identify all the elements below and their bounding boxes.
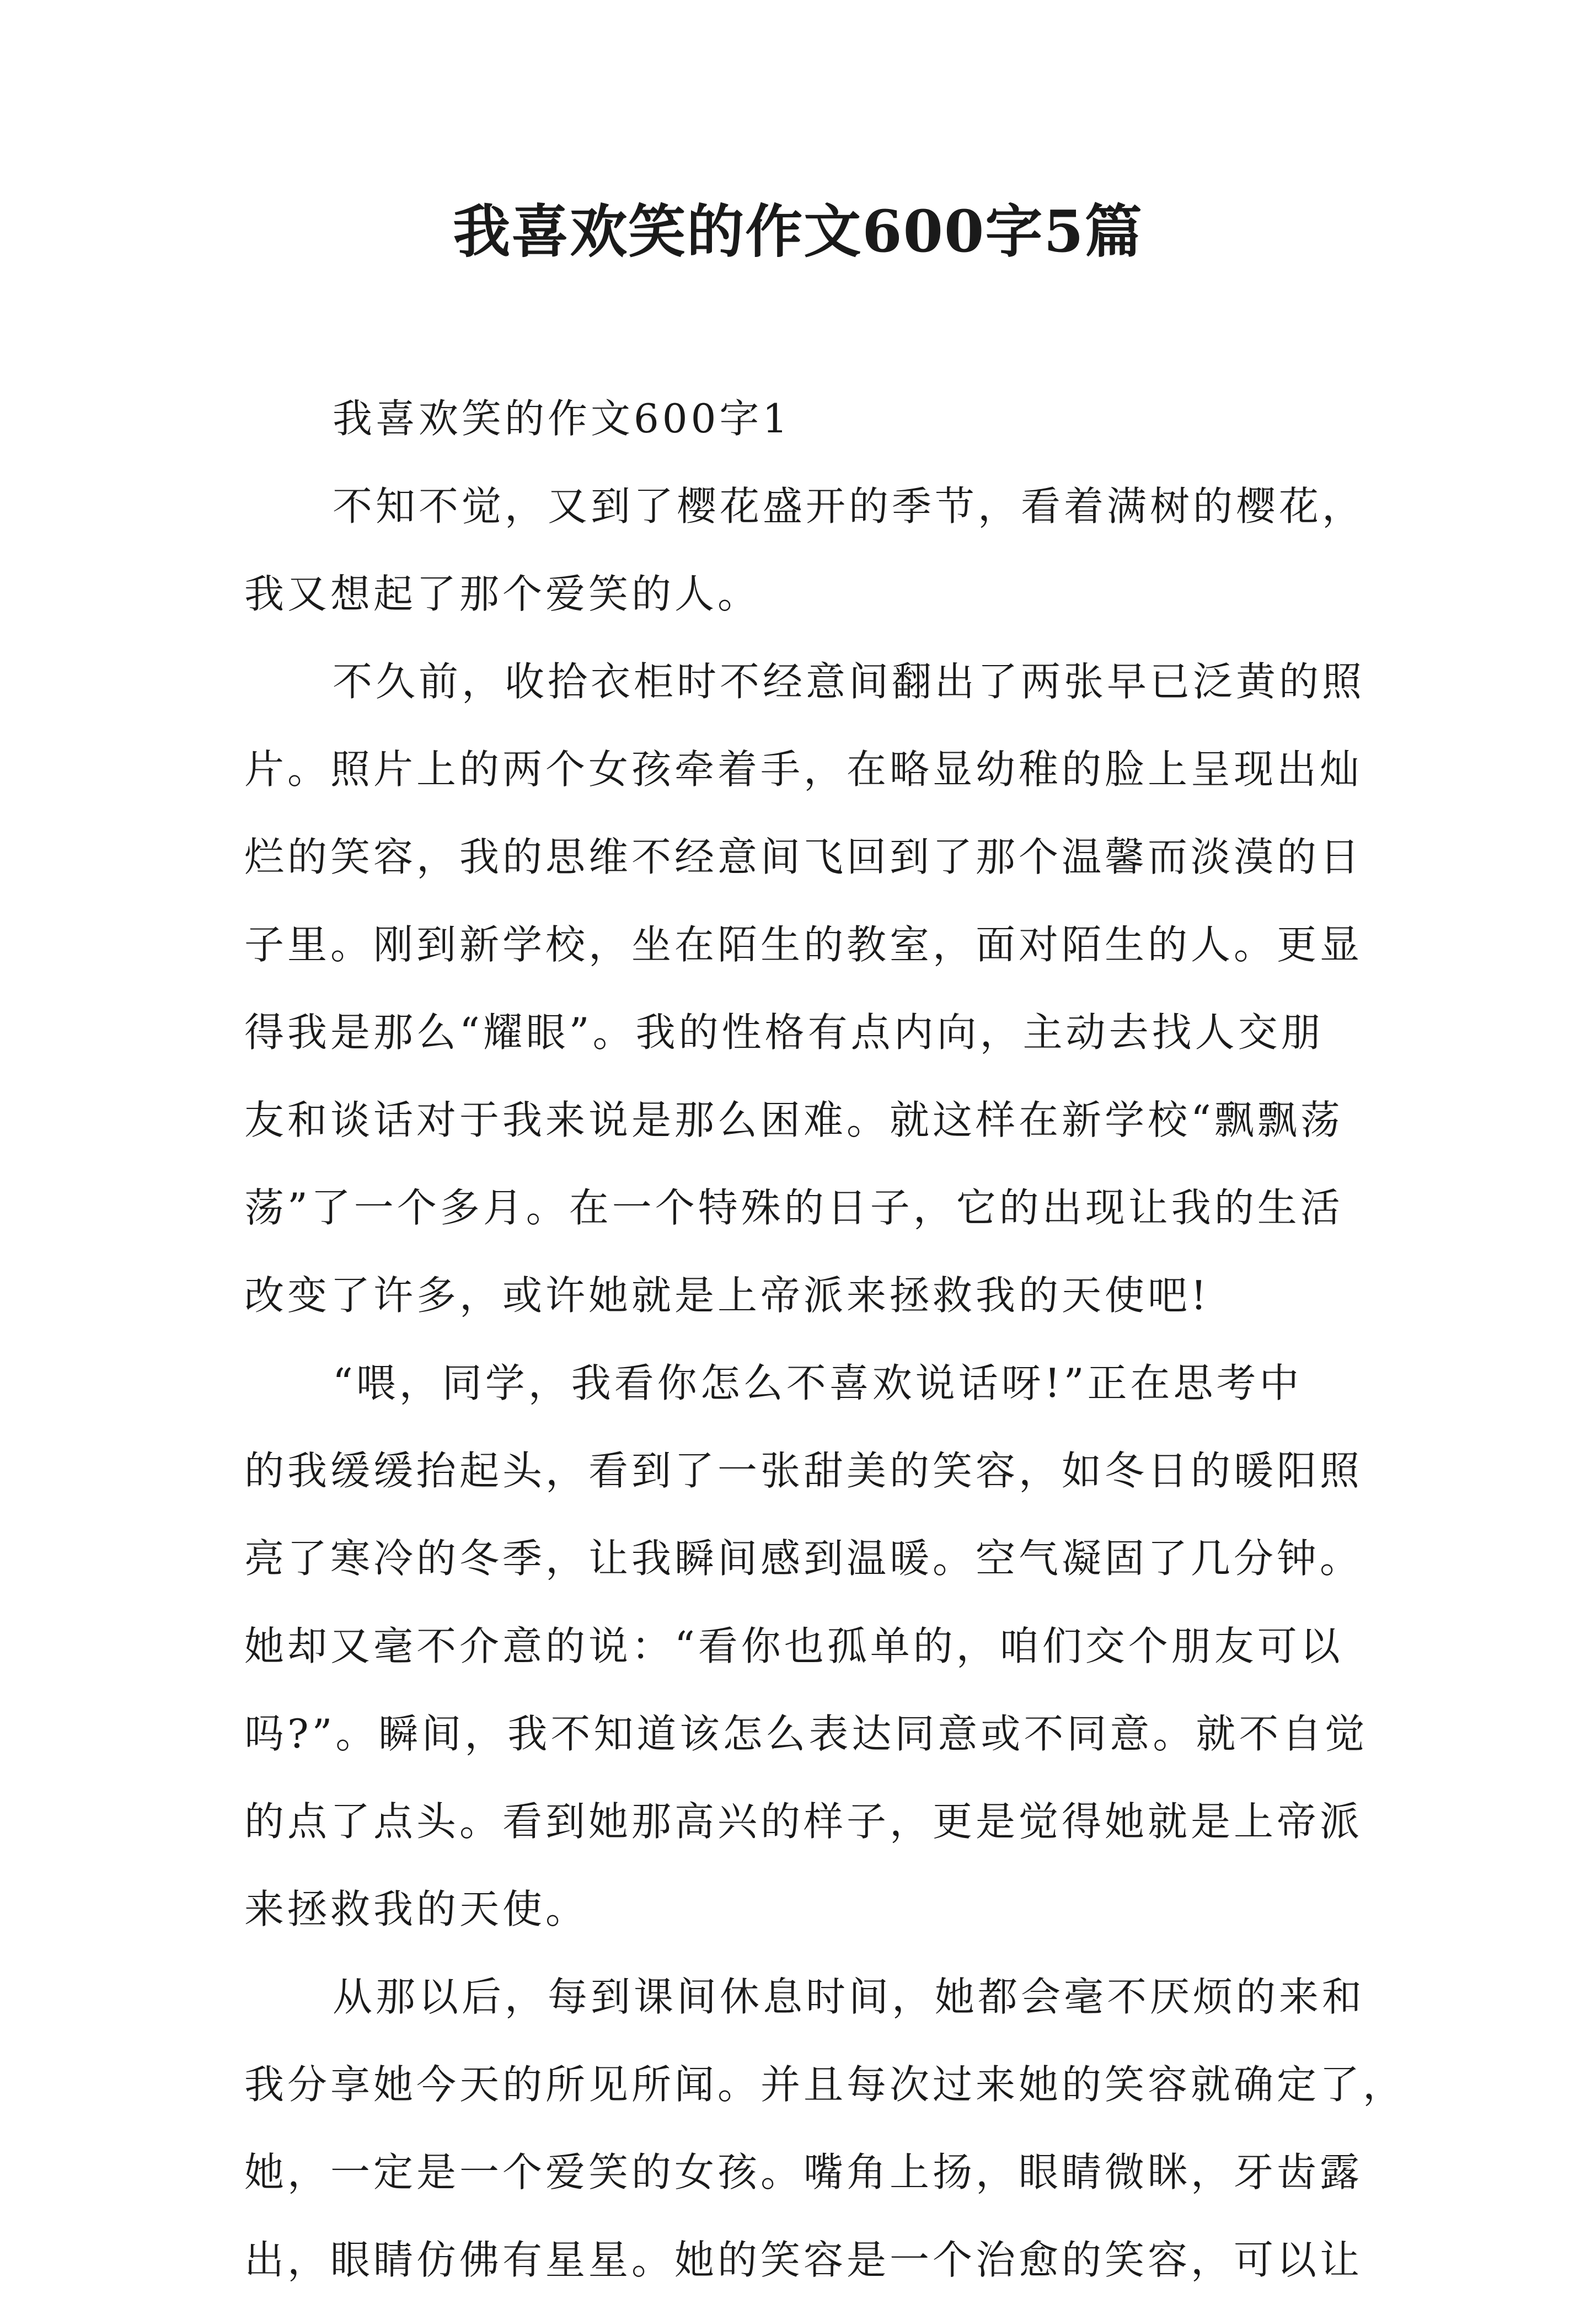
text-line: 改变了许多，或许她就是上帝派来拯救我的天使吧! [244, 1272, 1210, 1319]
text-line: 荡”了一个多月。在一个特殊的日子，它的出现让我的生活 [244, 1185, 1343, 1231]
text-line: 烂的笑容，我的思维不经意间飞回到了那个温馨而淡漠的日 [244, 834, 1363, 880]
text-line: 她却又毫不介意的说：“看你也孤单的，咱们交个朋友可以 [244, 1623, 1343, 1669]
text-line: 不知不觉，又到了樱花盛开的季节，看着满树的樱花， [333, 483, 1365, 529]
text-line: 亮了寒冷的冬季，让我瞬间感到温暖。空气凝固了几分钟。 [244, 1535, 1363, 1582]
text-line: 友和谈话对于我来说是那么困难。就这样在新学校“飘飘荡 [244, 1097, 1343, 1143]
text-line: 子里。刚到新学校，坐在陌生的教室，面对陌生的人。更显 [244, 921, 1363, 968]
text-line: 从那以后，每到课间休息时间，她都会毫不厌烦的来和 [333, 1974, 1365, 2020]
text-line: 的我缓缓抬起头，看到了一张甜美的笑容，如冬日的暖阳照 [244, 1448, 1363, 1494]
text-line: 我分享她今天的所见所闻。并且每次过来她的笑容就确定了， [244, 2061, 1406, 2108]
text-line: 片。照片上的两个女孩牵着手，在略显幼稚的脸上呈现出灿 [244, 746, 1363, 792]
text-line: 得我是那么“耀眼”。我的性格有点内向，主动去找人交朋 [244, 1009, 1324, 1055]
document-title: 我喜欢笑的作文600字5篇 [453, 197, 1143, 265]
text-line: 我又想起了那个爱笑的人。 [244, 571, 761, 617]
text-line: 不久前，收拾衣柜时不经意间翻出了两张早已泛黄的照 [333, 658, 1365, 705]
text-line: 我喜欢笑的作文600字1 [333, 395, 791, 442]
text-line: 她，一定是一个爱笑的女孩。嘴角上扬，眼睛微眯，牙齿露 [244, 2149, 1363, 2195]
text-line: 出，眼睛仿佛有星星。她的笑容是一个治愈的笑容，可以让 [244, 2237, 1363, 2283]
text-line: “喂，同学，我看你怎么不喜欢说话呀!”正在思考中 [333, 1360, 1303, 1406]
text-line: 吗?”。瞬间，我不知道该怎么表达同意或不同意。就不自觉 [244, 1711, 1368, 1757]
document-body [244, 375, 1406, 2304]
text-line: 来拯救我的天使。 [244, 1886, 589, 1932]
text-line: 的点了点头。看到她那高兴的样子，更是觉得她就是上帝派 [244, 1798, 1363, 1845]
